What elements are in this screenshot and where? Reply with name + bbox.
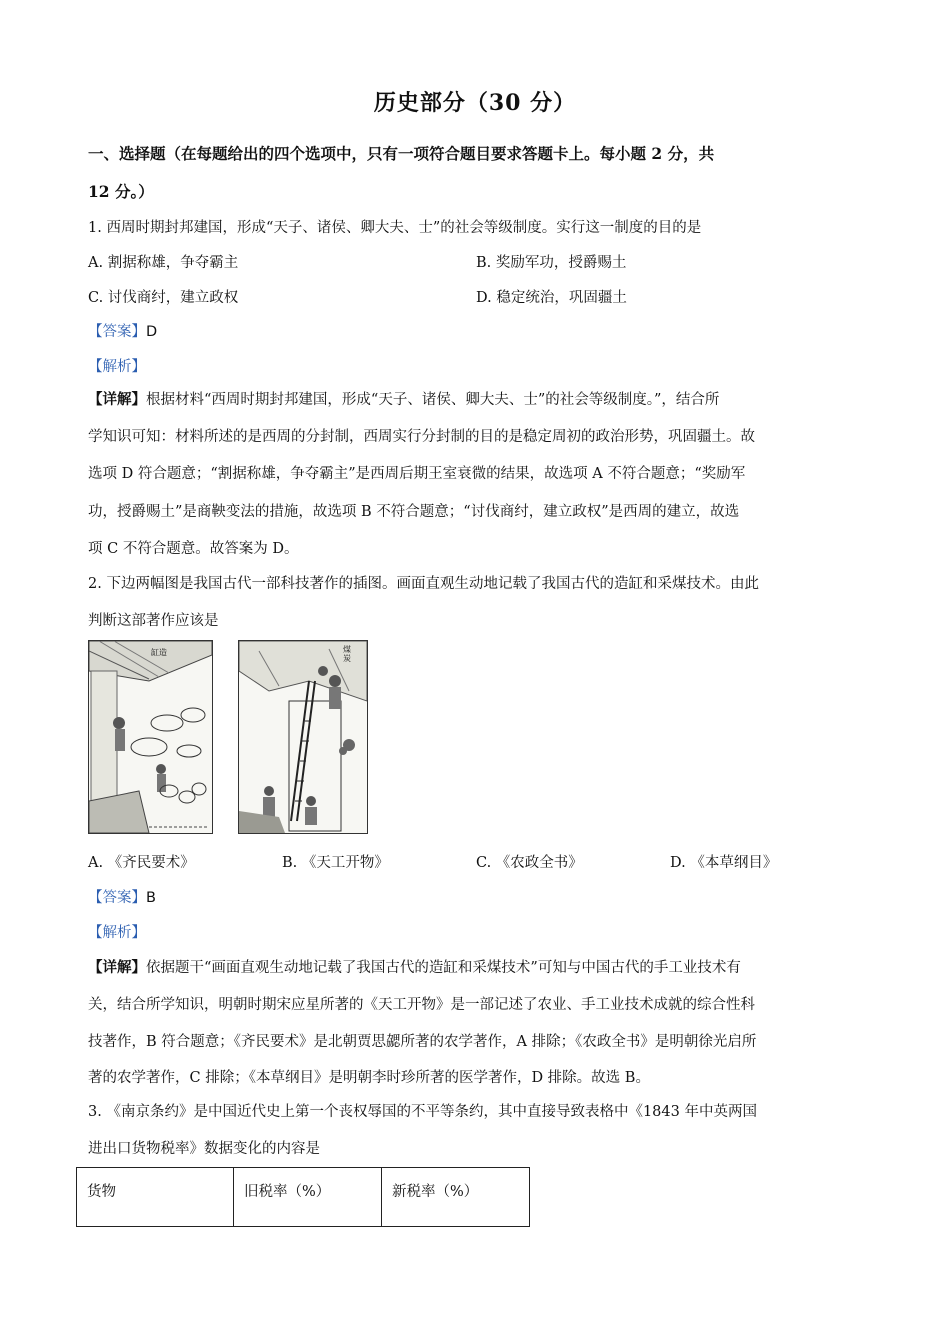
- table-header-new-rate: 新税率（%）: [382, 1168, 530, 1227]
- q2-stem-line-2: 判断这部著作应该是: [88, 613, 219, 629]
- q2-analysis-label: 【解析】: [88, 925, 146, 941]
- q2-option-a: A. 《齐民要术》: [88, 855, 195, 871]
- q1-answer: [88, 322, 868, 342]
- q1-detail-line-4: 功，授爵赐土”是商鞅变法的措施，故选项 B 不符合题意；“讨伐商纣，建立政权”是西周的建立，故选: [88, 504, 740, 520]
- q1-answer-value: D: [146, 324, 158, 340]
- q1-option-b: B. 奖励军功，授爵赐土: [476, 255, 627, 271]
- q2-detail-line-1: [88, 958, 868, 978]
- jar-making-illustration: [88, 640, 213, 834]
- section-heading-line-2: 12 分。）: [88, 182, 154, 201]
- section-heading-line-1: 一、选择题（在每题给出的四个选项中，只有一项符合题目要求答题卡上。每小题 2 分，共: [88, 144, 715, 163]
- table-row: [77, 1168, 530, 1227]
- q1-detail-tag: 【详解】: [88, 391, 146, 408]
- table-header-goods: 货物: [77, 1168, 234, 1227]
- q1-detail-text-1: 根据材料“西周时期封邦建国，形成“天子、诸侯、卿大夫、士”的社会等级制度。”，结合所: [146, 392, 720, 408]
- jar-making-caption: 缸造: [151, 648, 167, 657]
- q1-option-d: D. 稳定统治，巩固疆土: [476, 290, 627, 306]
- tariff-table: [76, 1167, 530, 1227]
- coal-mining-caption: 煤炭: [343, 645, 351, 663]
- q3-stem-line-2: 进出口货物税率》数据变化的内容是: [88, 1141, 320, 1157]
- coal-mining-illustration: [238, 640, 368, 834]
- q1-answer-tag: 【答案】: [88, 324, 146, 340]
- q1-detail-line-3: 选项 D 符合题意；“割据称雄，争夺霸主”是西周后期王室衰微的结果，故选项 A 不符合题意；“奖励军: [88, 466, 746, 482]
- q2-answer-tag: 【答案】: [88, 890, 146, 906]
- section-heading: [88, 135, 863, 211]
- q2-illustrations: [88, 640, 378, 834]
- q2-analysis-tag: [88, 923, 868, 943]
- table-header-old-rate: 旧税率（%）: [234, 1168, 382, 1227]
- q1-detail-line-2: 学知识可知：材料所述的是西周的分封制，西周实行分封制的目的是稳定周初的政治形势，巩固疆土。故: [88, 429, 755, 445]
- q3-stem-line-1: 3. 《南京条约》是中国近代史上第一个丧权辱国的不平等条约，其中直接导致表格中《1843 年中英两国: [88, 1104, 757, 1120]
- q1-analysis-tag: [88, 357, 868, 377]
- q2-detail-line-3: 技著作，B 符合题意；《齐民要术》是北朝贾思勰所著的农学著作，A 排除；《农政全书》是明朝徐光启所: [88, 1034, 757, 1050]
- q1-detail-line-1: [88, 390, 868, 410]
- q2-answer-value: B: [146, 890, 156, 906]
- q2-detail-tag: 【详解】: [88, 959, 146, 976]
- q2-option-d: D. 《本草纲目》: [670, 855, 778, 871]
- jar-making-drawing: [89, 641, 212, 833]
- q1-detail-line-5: 项 C 不符合题意。故答案为 D。: [88, 541, 299, 557]
- q2-option-b: B. 《天工开物》: [282, 855, 389, 871]
- q1-option-a: A. 割据称雄，争夺霸主: [88, 255, 239, 271]
- q1-option-c: C. 讨伐商纣，建立政权: [88, 290, 239, 306]
- q2-stem-line-1: 2. 下边两幅图是我国古代一部科技著作的插图。画面直观生动地记载了我国古代的造缸和采煤技术。由此: [88, 576, 759, 592]
- q2-answer: [88, 888, 868, 908]
- q2-detail-line-2: 关，结合所学知识，明朝时期宋应星所著的《天工开物》是一部记述了农业、手工业技术成就的综合性科: [88, 997, 755, 1013]
- q2-detail-text-1: 依据题干“画面直观生动地记载了我国古代的造缸和采煤技术”可知与中国古代的手工业技术有: [146, 960, 741, 976]
- coal-mining-drawing: [239, 641, 367, 833]
- q1-stem: 1. 西周时期封邦建国，形成“天子、诸侯、卿大夫、士”的社会等级制度。实行这一制度的目的是: [88, 220, 702, 236]
- q2-detail-line-4: 著的农学著作，C 排除；《本草纲目》是明朝李时珍所著的医学著作，D 排除。故选 B。: [88, 1070, 650, 1086]
- q2-option-c: C. 《农政全书》: [476, 855, 583, 871]
- page-title: 历史部分（30 分）: [373, 90, 577, 116]
- q1-analysis-label: 【解析】: [88, 359, 146, 375]
